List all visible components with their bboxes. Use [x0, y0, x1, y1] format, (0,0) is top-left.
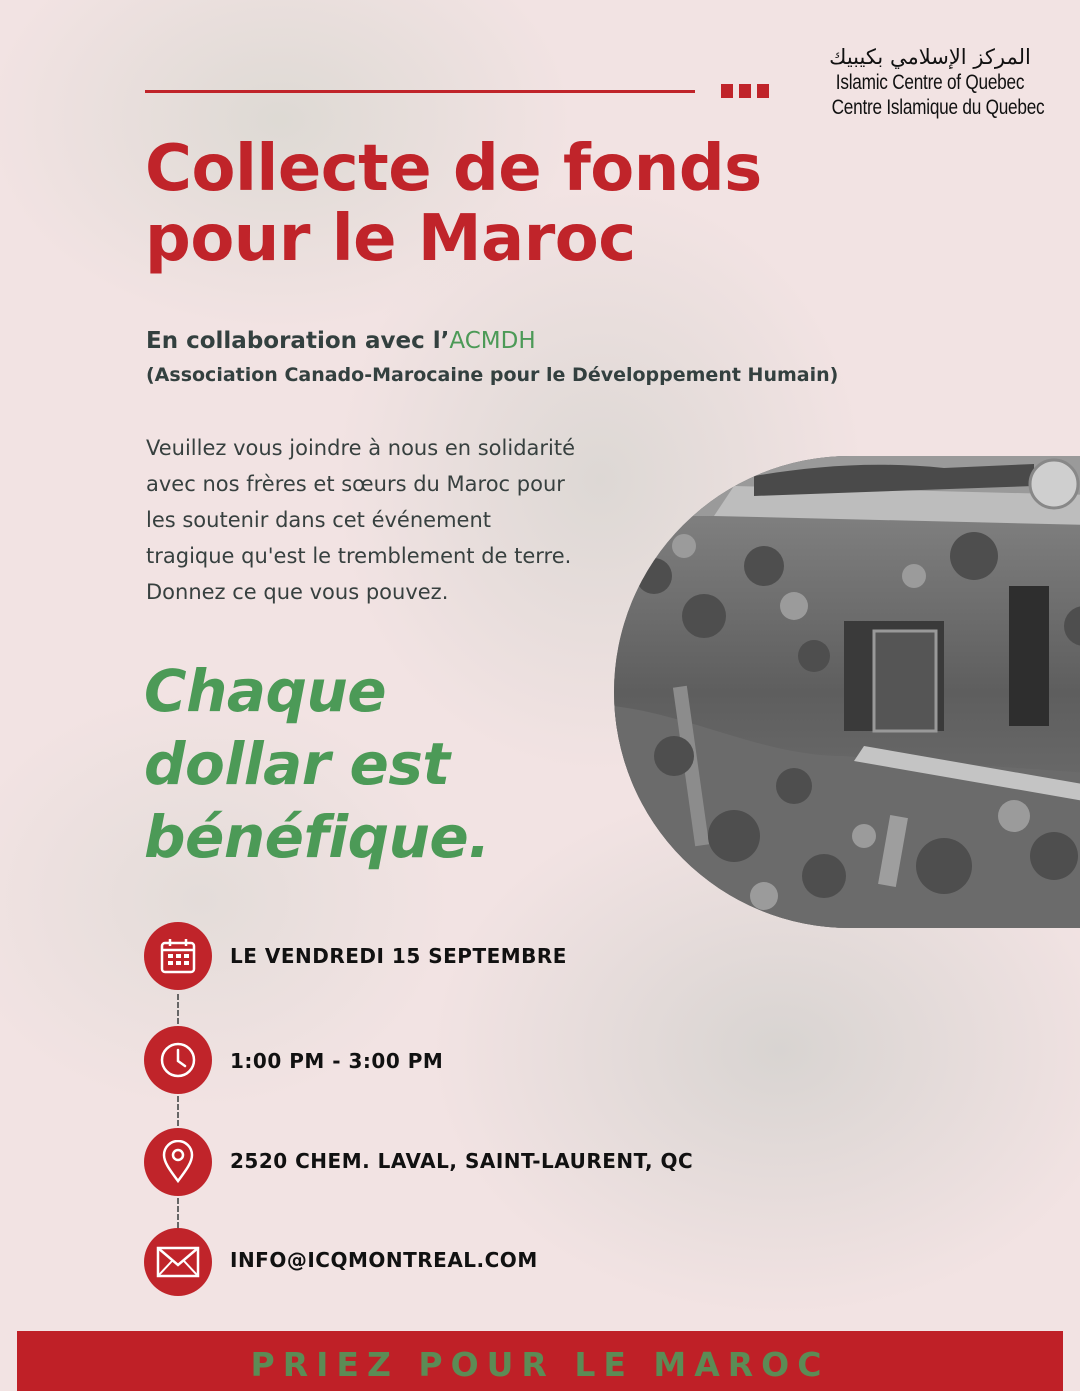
contact-email: INFO@ICQMONTREAL.COM: [230, 1248, 538, 1272]
event-address: 2520 CHEM. LAVAL, SAINT-LAURENT, QC: [230, 1149, 694, 1173]
calendar-icon-badge: [144, 922, 212, 990]
organization-logo: [810, 44, 1050, 120]
location-pin-icon: [159, 1140, 197, 1184]
earthquake-rubble-photo: [614, 456, 1080, 928]
paragraph-line: les soutenir dans cet événement: [146, 508, 491, 532]
paragraph-line: Veuillez vous joindre à nous en solidarité: [146, 436, 576, 460]
clock-icon: [158, 1040, 198, 1080]
slogan: [144, 655, 490, 874]
header-decor-dots: [721, 84, 769, 98]
banner-text: PRIEZ POUR LE MAROC: [250, 1345, 830, 1384]
slogan-line: Chaque: [144, 657, 387, 725]
paragraph-line: tragique qu'est le tremblement de terre.: [146, 544, 572, 568]
connector-line: [177, 1198, 179, 1228]
title-line-2: pour le Maroc: [145, 202, 636, 276]
slogan-line: bénéfique.: [144, 803, 490, 871]
appeal-paragraph: [146, 430, 666, 610]
decor-dot: [721, 84, 733, 98]
clock-icon-badge: [144, 1026, 212, 1094]
logo-english-text: Islamic Centre of Quebec: [835, 71, 1025, 94]
page-title: [145, 134, 845, 274]
collab-prefix: En collaboration avec l’: [146, 328, 450, 354]
location-pin-icon-badge: [144, 1128, 212, 1196]
event-date: LE VENDREDI 15 SEPTEMBRE: [230, 944, 567, 968]
logo-arabic-text: المركز الإسلامي بكيبيك: [829, 45, 1031, 69]
header-divider-line: [145, 90, 695, 93]
calendar-icon: [159, 937, 197, 975]
logo-french-text: Centre Islamique du Quebec: [831, 96, 1045, 119]
decor-dot: [739, 84, 751, 98]
collab-org: ACMDH: [449, 328, 536, 354]
footer-banner: [17, 1331, 1063, 1391]
connector-line: [177, 1096, 179, 1126]
decor-dot: [757, 84, 769, 98]
paragraph-line: avec nos frères et sœurs du Maroc pour: [146, 472, 565, 496]
title-line-1: Collecte de fonds: [145, 132, 762, 206]
event-time: 1:00 PM - 3:00 PM: [230, 1049, 444, 1073]
mail-icon-badge: [144, 1228, 212, 1296]
slogan-line: dollar est: [144, 730, 450, 798]
paragraph-line: Donnez ce que vous pouvez.: [146, 580, 449, 604]
collaboration-line: [146, 328, 536, 354]
association-full-name: (Association Canado-Marocaine pour le Développement Humain): [146, 364, 839, 386]
connector-line: [177, 994, 179, 1024]
rubble-illustration: [614, 456, 1080, 928]
mail-icon: [156, 1246, 200, 1278]
